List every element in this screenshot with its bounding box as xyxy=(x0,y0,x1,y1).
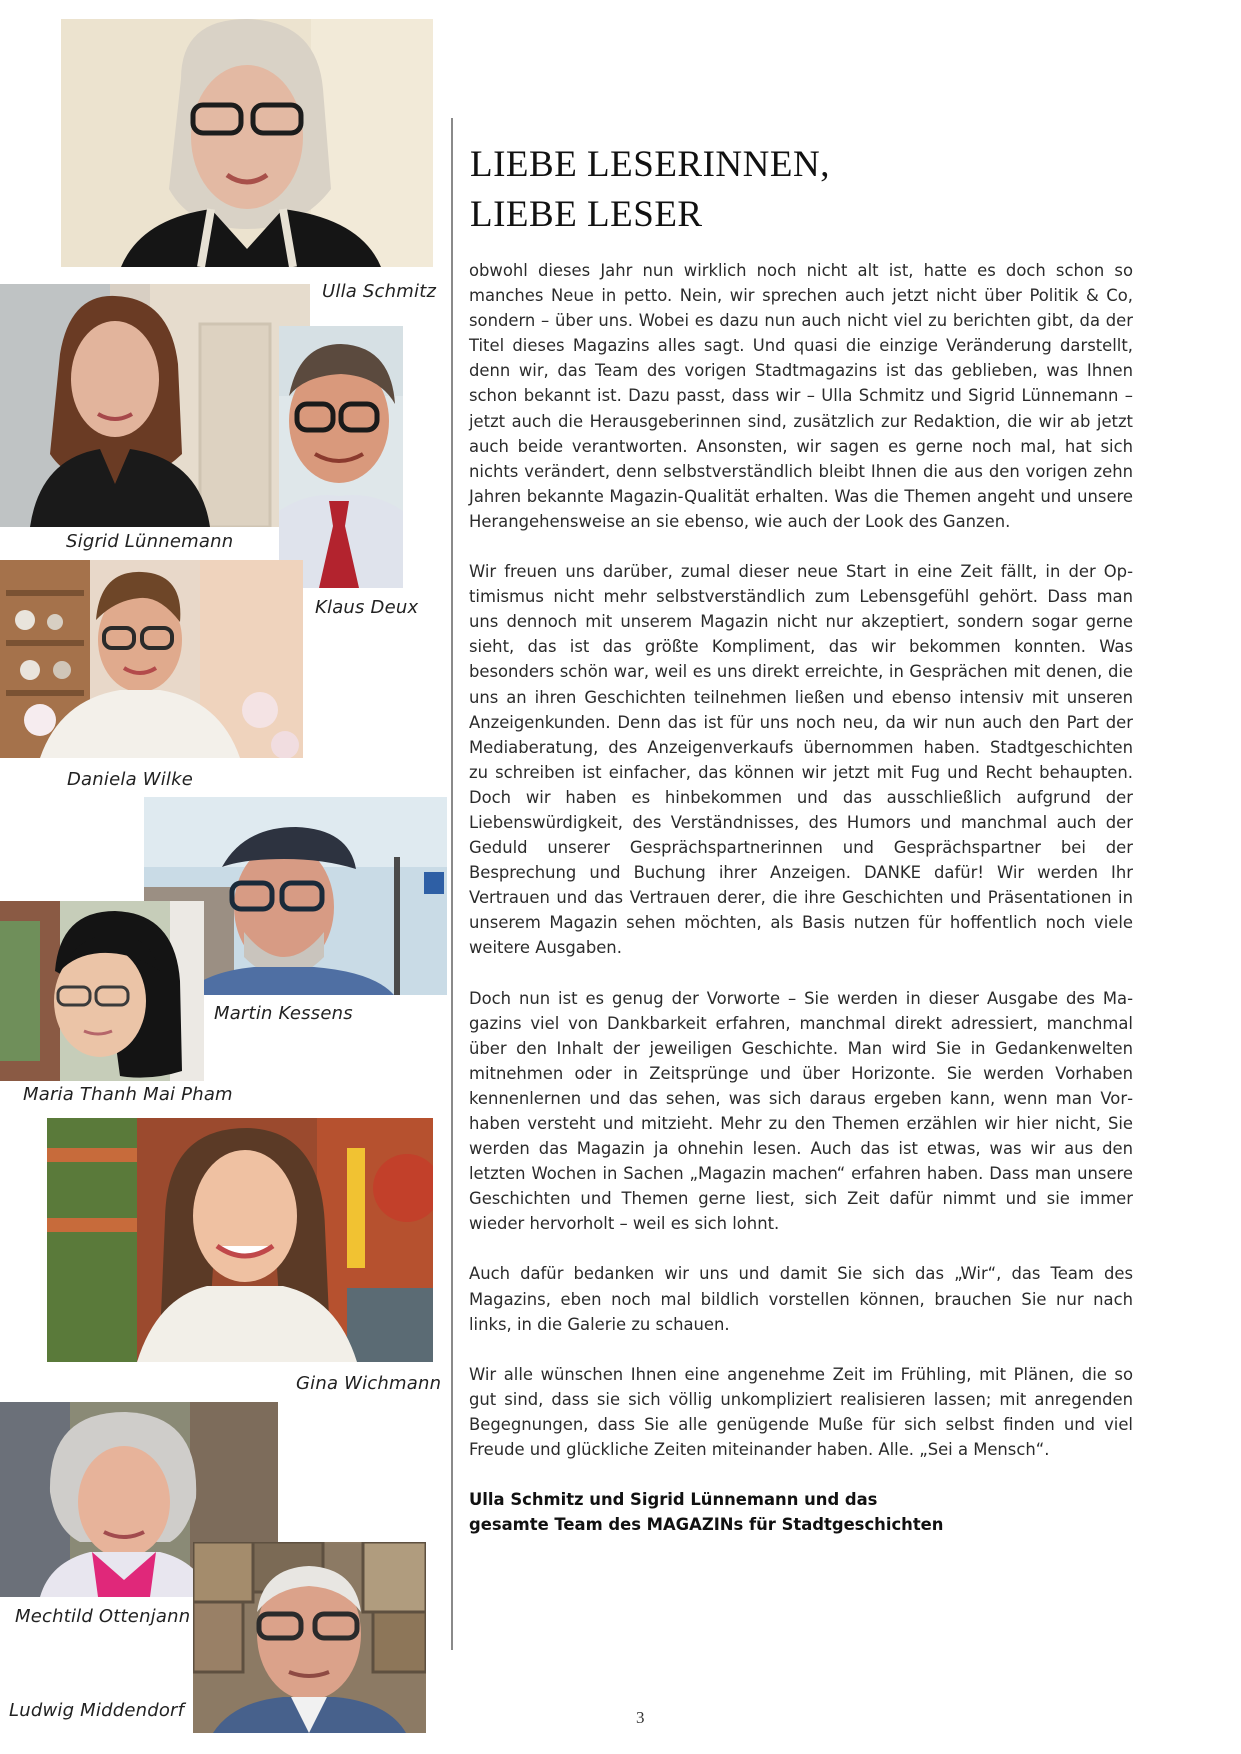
portrait-klaus-deux xyxy=(279,326,403,588)
paragraph-3: Doch nun ist es genug der Vorworte – Sie werden in dieser Ausgabe des Magazins viel von Dankbarkeit erfahren, manchmal direkt adressiert, manchmal über den Inhalt der jeweiligen Geschichte. Man wird Sie in Gedankenwelten mitnehmen oder in Zeitsprünge und über Horizonte. Sie werden Vorhaben kennenlernen und das sehen, was sich daraus ergeben kann, wenn man Vorhaben versteht und mitzieht. Mehr zu den Themen erzählen wir hier nicht, Sie werden das Magazin ja ohnehin lesen. Auch das ist etwas, was wir aus den letzten Wochen in Sachen „Magazin machen“ erfahren haben. Dass man unsere Geschichten und Themen gerne liest, sich Zeit dafür nimmt und sie immer wieder hervorholt – weil es sich lohnt. xyxy=(469,988,1133,1234)
signature-line-1: Ulla Schmitz und Sigrid Lünnemann und das xyxy=(469,1490,878,1510)
portrait-ludwig-middendorf xyxy=(193,1542,426,1733)
headline-line-1: LIEBE LESERINNEN, xyxy=(470,144,830,185)
paragraph-1: obwohl dieses Jahr nun wirklich noch nicht alt ist, hatte es doch schon so manches Neue in petto. Nein, wir sprechen auch jetzt nicht über Politik & Co, sondern – über uns. Wobei es dazu nun auch nicht viel zu berichten gibt, da der Titel dieses Magazins alles sagt. Und quasi die einzige Veränderung darstellt, denn wir, das Team des vorigen Stadtmagazins ist das geblieben, was Ihnen schon bekannt ist. Dazu passt, dass wir – Ulla Schmitz und Sigrid Lünnemann – jetzt auch die Herausgeberinnen sind, zusätzlich zur Redaktion, die wir ab jetzt auch beide verantworten. Ansonsten, wir sagen es gerne noch mal, hat sich nichts verändert, denn selbstverständlich bleibt Ihnen die aus den vorigen zehn Jahren bekannte Magazin-Qualität erhalten. Was die Themen angeht und unsere Herangehensweise an sie ebenso, wie auch der Look des Ganzen. xyxy=(469,261,1133,531)
signature xyxy=(469,1487,1133,1537)
portrait-maria-thanh-mai-pham xyxy=(0,901,204,1081)
paragraph-5: Wir alle wünschen Ihnen eine angenehme Zeit im Frühling, mit Plänen, die so gut sind, dass sie sich völlig unkompliziert realisieren lassen; mit anregenden Begegnungen, dass Sie alle genügende Muße für sich selbst finden und viel Freude und glückliche Zeiten miteinander haben. Alle. „Sei a Mensch“. xyxy=(469,1364,1133,1460)
caption-gina-wichmann: Gina Wichmann xyxy=(296,1373,442,1394)
caption-daniela-wilke: Daniela Wilke xyxy=(67,769,194,790)
caption-ludwig-middendorf: Ludwig Middendorf xyxy=(9,1700,185,1721)
paragraph-2: Wir freuen uns darüber, zumal dieser neue Start in eine Zeit fällt, in der Optimismus nicht mehr selbstverständlich zum Lebensgefühl gehört. Dass man uns dennoch mit unserem Magazin nicht nur akzeptiert, sondern sogar gerne sieht, das ist das größte Kompliment, das wir bekommen konnten. Was besonders schön war, weil es uns direkt erreichte, in Gesprächen mit denen, die uns an ihren Geschichten teilnehmen ließen und ebenso intensiv mit unseren Anzeigenkunden. Denn das ist für uns noch neu, da wir nun auch den Part der Mediaberatung, des Anzeigenverkaufs übernommen haben. Stadtgeschichten zu schreiben ist einfacher, das können wir jetzt mit Fug und Recht behaupten. Doch wir haben es hinbekommen und das ausschließlich aufgrund der Liebenswürdigkeit, des Verständnisses, des Humors und manchmal auch der Geduld unserer Gesprächspartnerinnen und Gesprächspartner bei der Besprechung und Buchung ihrer Anzeigen. DANKE dafür! Wir werden Ihr Vertrauen und das Vertrauen derer, die ihre Geschichten und Präsentationen in unserem Magazin sehen möchten, als Basis nutzen für hoffentlich noch viele weitere Ausgaben. xyxy=(469,562,1133,958)
headline xyxy=(470,140,830,240)
caption-ulla-schmitz: Ulla Schmitz xyxy=(322,281,437,302)
editorial-body xyxy=(469,258,1133,1537)
caption-martin-kessens: Martin Kessens xyxy=(214,1003,353,1024)
portrait-sigrid-luennemann xyxy=(0,284,310,527)
headline-line-2: LIEBE LESER xyxy=(470,194,703,235)
caption-sigrid-luennemann: Sigrid Lünnemann xyxy=(66,531,234,552)
page-number: 3 xyxy=(636,1708,645,1727)
portrait-gina-wichmann xyxy=(47,1118,433,1362)
column-divider xyxy=(451,118,453,1650)
caption-klaus-deux: Klaus Deux xyxy=(315,597,419,618)
paragraph-4: Auch dafür bedanken wir uns und damit Sie sich das „Wir“, das Team des Magazins, eben noch mal bildlich vorstellen können, brauchen Sie nur nach links, in die Galerie zu schauen. xyxy=(469,1264,1133,1334)
caption-maria-thanh-mai-pham: Maria Thanh Mai Pham xyxy=(23,1084,233,1105)
signature-line-2: gesamte Team des MAGAZINs für Stadtgeschichten xyxy=(469,1515,944,1535)
portrait-ulla-schmitz xyxy=(61,19,433,267)
portrait-daniela-wilke xyxy=(0,560,303,758)
caption-mechtild-ottenjann: Mechtild Ottenjann xyxy=(15,1606,191,1627)
